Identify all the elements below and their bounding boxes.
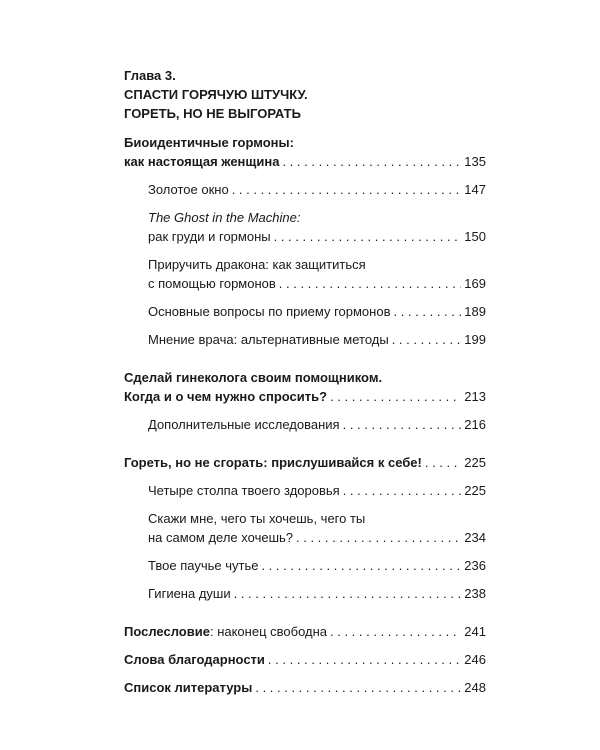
page-number: 225 [464, 455, 486, 470]
toc-subentry-four-pillars[interactable] [148, 481, 486, 500]
page-number: 213 [464, 389, 486, 404]
toc-subentry-tame-the-dragon[interactable] [148, 255, 486, 293]
leader-dots [393, 302, 461, 321]
toc-subentry-what-you-want[interactable] [148, 509, 486, 547]
toc-entry-title: Основные вопросы по приему гормонов [148, 304, 391, 319]
leader-dots [392, 330, 462, 349]
toc-entry-title-line-1: Скажи мне, чего ты хочешь, чего ты [148, 511, 366, 526]
toc-entry-title: Слова благодарности [124, 652, 265, 667]
leader-dots [330, 387, 461, 406]
leader-dots [296, 528, 461, 547]
toc-entry-title: Твое паучье чутье [148, 558, 259, 573]
leader-dots [234, 584, 462, 603]
leader-dots [274, 227, 462, 246]
toc-subentry-spider-sense[interactable] [148, 556, 486, 575]
toc-entry-title [124, 622, 327, 641]
toc-entry-title: Золотое окно [148, 182, 229, 197]
afterword-subtitle: : наконец свободна [209, 624, 328, 639]
toc-entry-title: Когда и о чем нужно спросить? [124, 389, 328, 404]
toc-entry-title: с помощью гормонов [148, 276, 276, 291]
leader-dots [343, 415, 462, 434]
toc-entry-gynecologist-helper[interactable] [124, 368, 486, 406]
leader-dots [261, 556, 461, 575]
afterword-title: Послесловие [124, 624, 210, 639]
toc-entry-title-line-1: The Ghost in the Machine: [148, 210, 301, 225]
toc-subentry-ghost-in-the-machine[interactable] [148, 208, 486, 246]
toc-entry-title: Мнение врача: альтернативные методы [148, 332, 389, 347]
page-number: 248 [464, 680, 486, 695]
chapter-heading [124, 66, 486, 123]
page-number: 199 [464, 332, 486, 347]
page-number: 169 [464, 276, 486, 291]
page-number: 147 [464, 182, 486, 197]
toc-entry-title-line-1: Биоидентичные гормоны: [124, 135, 294, 150]
toc-entry-title: Список литературы [124, 680, 253, 695]
toc-entry-title: Гигиена души [148, 586, 231, 601]
leader-dots [343, 481, 462, 500]
toc-entry-burn-not-burn-out[interactable] [124, 453, 486, 472]
leader-dots [279, 274, 462, 293]
chapter-label: Глава 3. [124, 68, 176, 83]
page-number: 236 [464, 558, 486, 573]
page-number: 238 [464, 586, 486, 601]
toc-entry-title: Четыре столпа твоего здоровья [148, 483, 340, 498]
chapter-title-line-2: ГОРЕТЬ, НО НЕ ВЫГОРАТЬ [124, 106, 301, 121]
toc-entry-title: рак груди и гормоны [148, 229, 271, 244]
toc-subentry-additional-tests[interactable] [148, 415, 486, 434]
toc-entry-title: как настоящая женщина [124, 154, 280, 169]
page-number: 135 [464, 154, 486, 169]
toc-entry-acknowledgements[interactable] [124, 650, 486, 669]
leader-dots [268, 650, 461, 669]
chapter-title-line-1: СПАСТИ ГОРЯЧУЮ ШТУЧКУ. [124, 87, 308, 102]
toc-entry-title-line-1: Сделай гинеколога своим помощником. [124, 370, 383, 385]
page-number: 241 [464, 624, 486, 639]
toc-subentry-golden-window[interactable] [148, 180, 486, 199]
leader-dots [232, 180, 462, 199]
toc-entry-title: Дополнительные исследования [148, 417, 340, 432]
toc-subentry-doctor-opinion[interactable] [148, 330, 486, 349]
toc-entry-title: на самом деле хочешь? [148, 530, 294, 545]
page-number: 225 [464, 483, 486, 498]
page-number: 216 [464, 417, 486, 432]
leader-dots [425, 453, 461, 472]
page-number: 189 [464, 304, 486, 319]
leader-dots [282, 152, 461, 171]
toc-entry-title: Гореть, но не сгорать: прислушивайся к себе! [124, 455, 422, 470]
page-number: 234 [464, 530, 486, 545]
toc-entry-bioidentical-hormones[interactable] [124, 133, 486, 171]
page-number: 150 [464, 229, 486, 244]
leader-dots [330, 622, 461, 641]
toc-entry-bibliography[interactable] [124, 678, 486, 697]
toc-subentry-hormone-questions[interactable] [148, 302, 486, 321]
toc-subentry-soul-hygiene[interactable] [148, 584, 486, 603]
toc-entry-title-line-1: Приручить дракона: как защититься [148, 257, 366, 272]
table-of-contents [124, 66, 486, 706]
toc-entry-afterword[interactable] [124, 622, 486, 641]
page-number: 246 [464, 652, 486, 667]
leader-dots [255, 678, 461, 697]
